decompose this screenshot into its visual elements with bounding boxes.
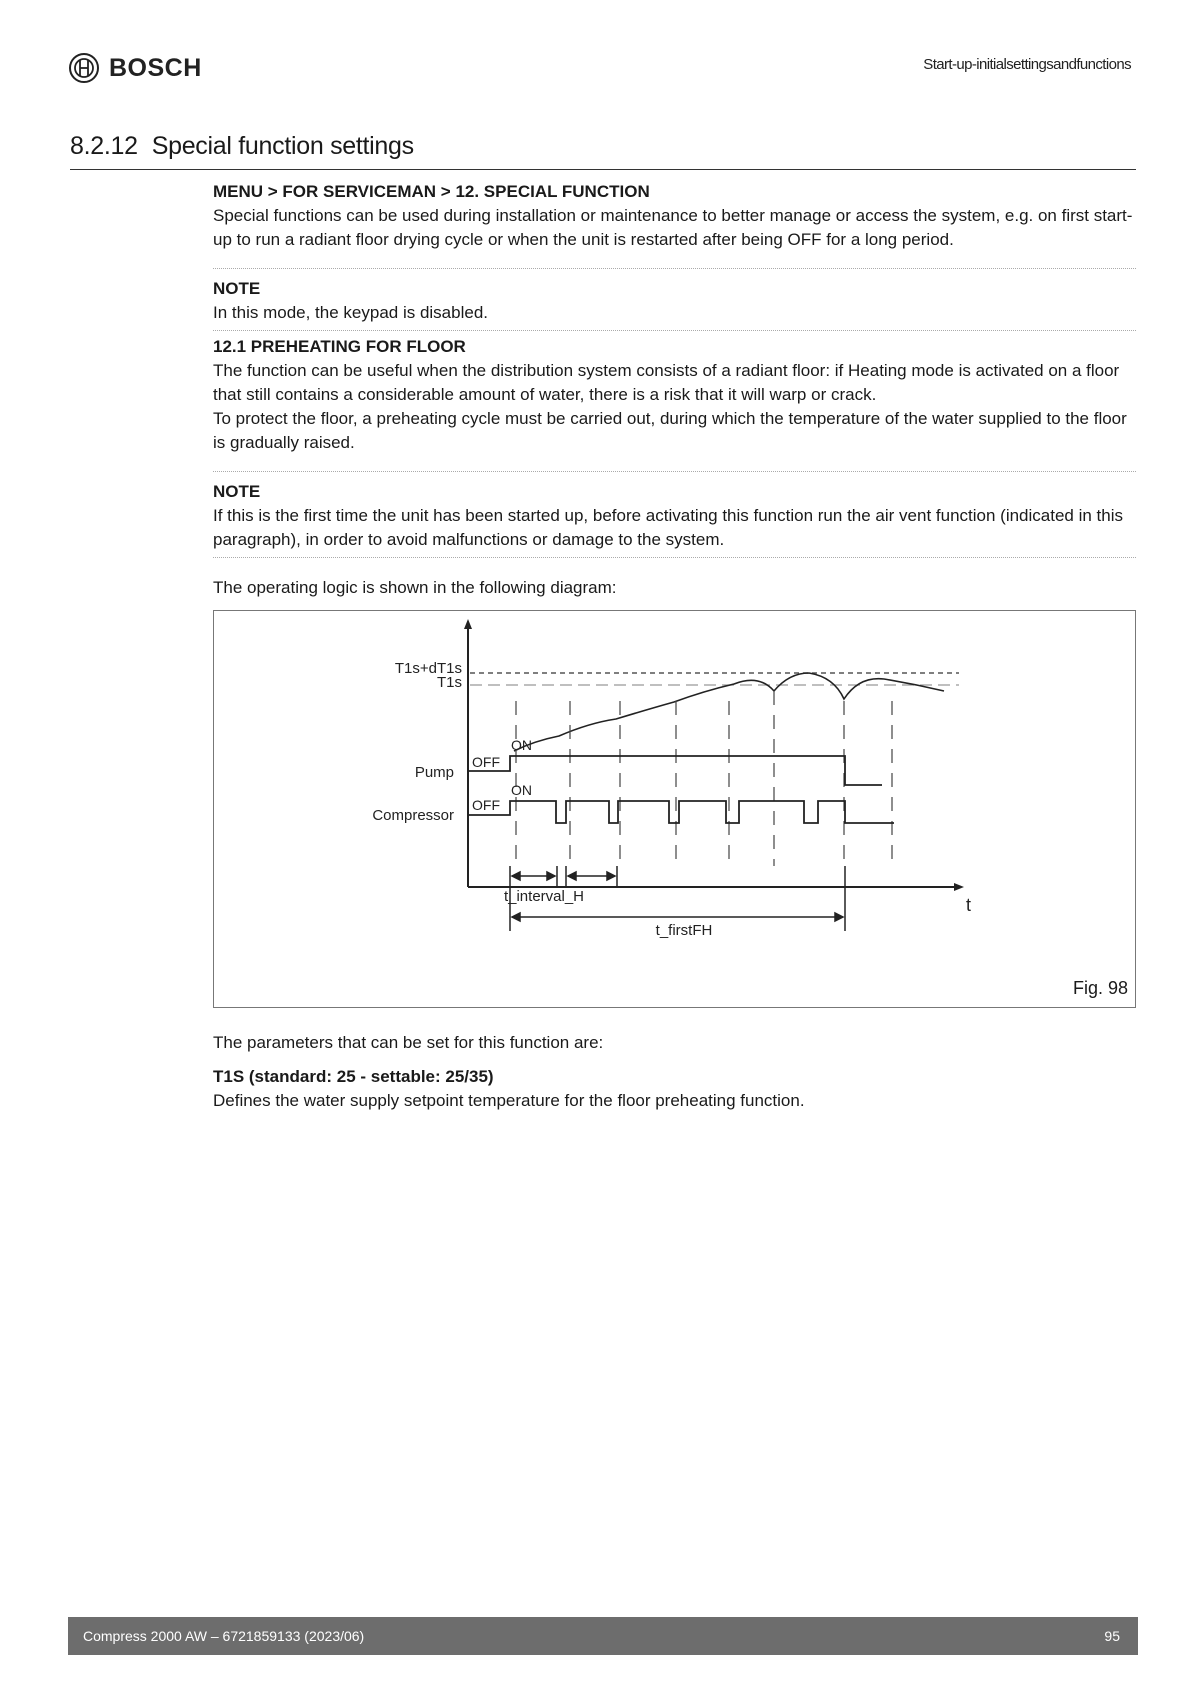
brand-logo xyxy=(68,52,202,84)
pump-on-label: ON xyxy=(511,737,532,753)
label-t1s-dt1s: T1s+dT1s xyxy=(394,660,462,677)
cycle-guides xyxy=(516,691,892,866)
parameters-section xyxy=(213,1031,1136,1113)
note-title: NOTE xyxy=(213,482,261,501)
time-axis-label: t xyxy=(966,895,972,915)
pump-off-label: OFF xyxy=(472,754,500,770)
header-section-ref: Start-up-initialsettingsandfunctions xyxy=(923,56,1131,73)
figure-98 xyxy=(213,610,1136,1008)
t1s-description: Defines the water supply setpoint temperature for the floor preheating function. xyxy=(213,1091,805,1110)
first-label: t_firstFH xyxy=(655,922,713,939)
section-title xyxy=(70,132,414,161)
title-divider xyxy=(70,169,1136,170)
bosch-armature-icon xyxy=(68,52,100,84)
compressor-off-label: OFF xyxy=(472,797,500,813)
section-title-text: Special function settings xyxy=(151,132,414,160)
compressor-signal xyxy=(468,801,894,823)
intro-paragraph: Special functions can be used during installation or maintenance to better manage or access the system, e.g. on first start-up to run a radiant floor drying cycle or when the unit is restarted after being OFF for a long period. xyxy=(213,206,1133,249)
x-axis-arrow xyxy=(954,883,964,891)
note-title: NOTE xyxy=(213,279,261,298)
interval-label: t_interval_H xyxy=(503,888,585,905)
compressor-label: Compressor xyxy=(372,807,454,824)
compressor-on-label: ON xyxy=(511,782,532,798)
subsection-paragraph-2: To protect the floor, a preheating cycle must be carried out, during which the temperature of the water supplied to the floor is gradually raised. xyxy=(213,409,1127,452)
page-footer xyxy=(68,1617,1138,1655)
preheating-diagram xyxy=(214,611,1135,1007)
section-number: 8.2.12 xyxy=(70,132,138,160)
content-column xyxy=(213,180,1136,600)
pump-label: Pump xyxy=(414,764,454,781)
t1s-title: T1S (standard: 25 - settable: 25/35) xyxy=(213,1067,494,1086)
brand-name: BOSCH xyxy=(109,53,202,82)
subsection-title: 12.1 PREHEATING FOR FLOOR xyxy=(213,337,466,356)
pump-signal xyxy=(468,756,882,785)
subsection-paragraph-1: The function can be useful when the distribution system consists of a radiant floor: if Heating mode is activated on a floor that still contains a considerable amount of water, there is a risk that it will warp or crack. xyxy=(213,361,1120,404)
diagram-intro: The operating logic is shown in the following diagram: xyxy=(213,578,617,597)
y-axis-arrow xyxy=(464,619,472,629)
menu-path: MENU > FOR SERVICEMAN > 12. SPECIAL FUNCTION xyxy=(213,182,650,201)
footer-doc-id: Compress 2000 AW – 6721859133 (2023/06) xyxy=(83,1628,365,1644)
page-number: 95 xyxy=(1104,1628,1120,1644)
figure-label: Fig. 98 xyxy=(1072,978,1128,998)
parameters-intro: The parameters that can be set for this function are: xyxy=(213,1033,604,1052)
note-text: In this mode, the keypad is disabled. xyxy=(213,303,488,322)
note-text: If this is the first time the unit has been started up, before activating this function run the air vent function (indicated in this paragraph), in order to avoid malfunctions or damage to the system. xyxy=(213,506,1123,549)
label-t1s: T1s xyxy=(436,674,462,691)
